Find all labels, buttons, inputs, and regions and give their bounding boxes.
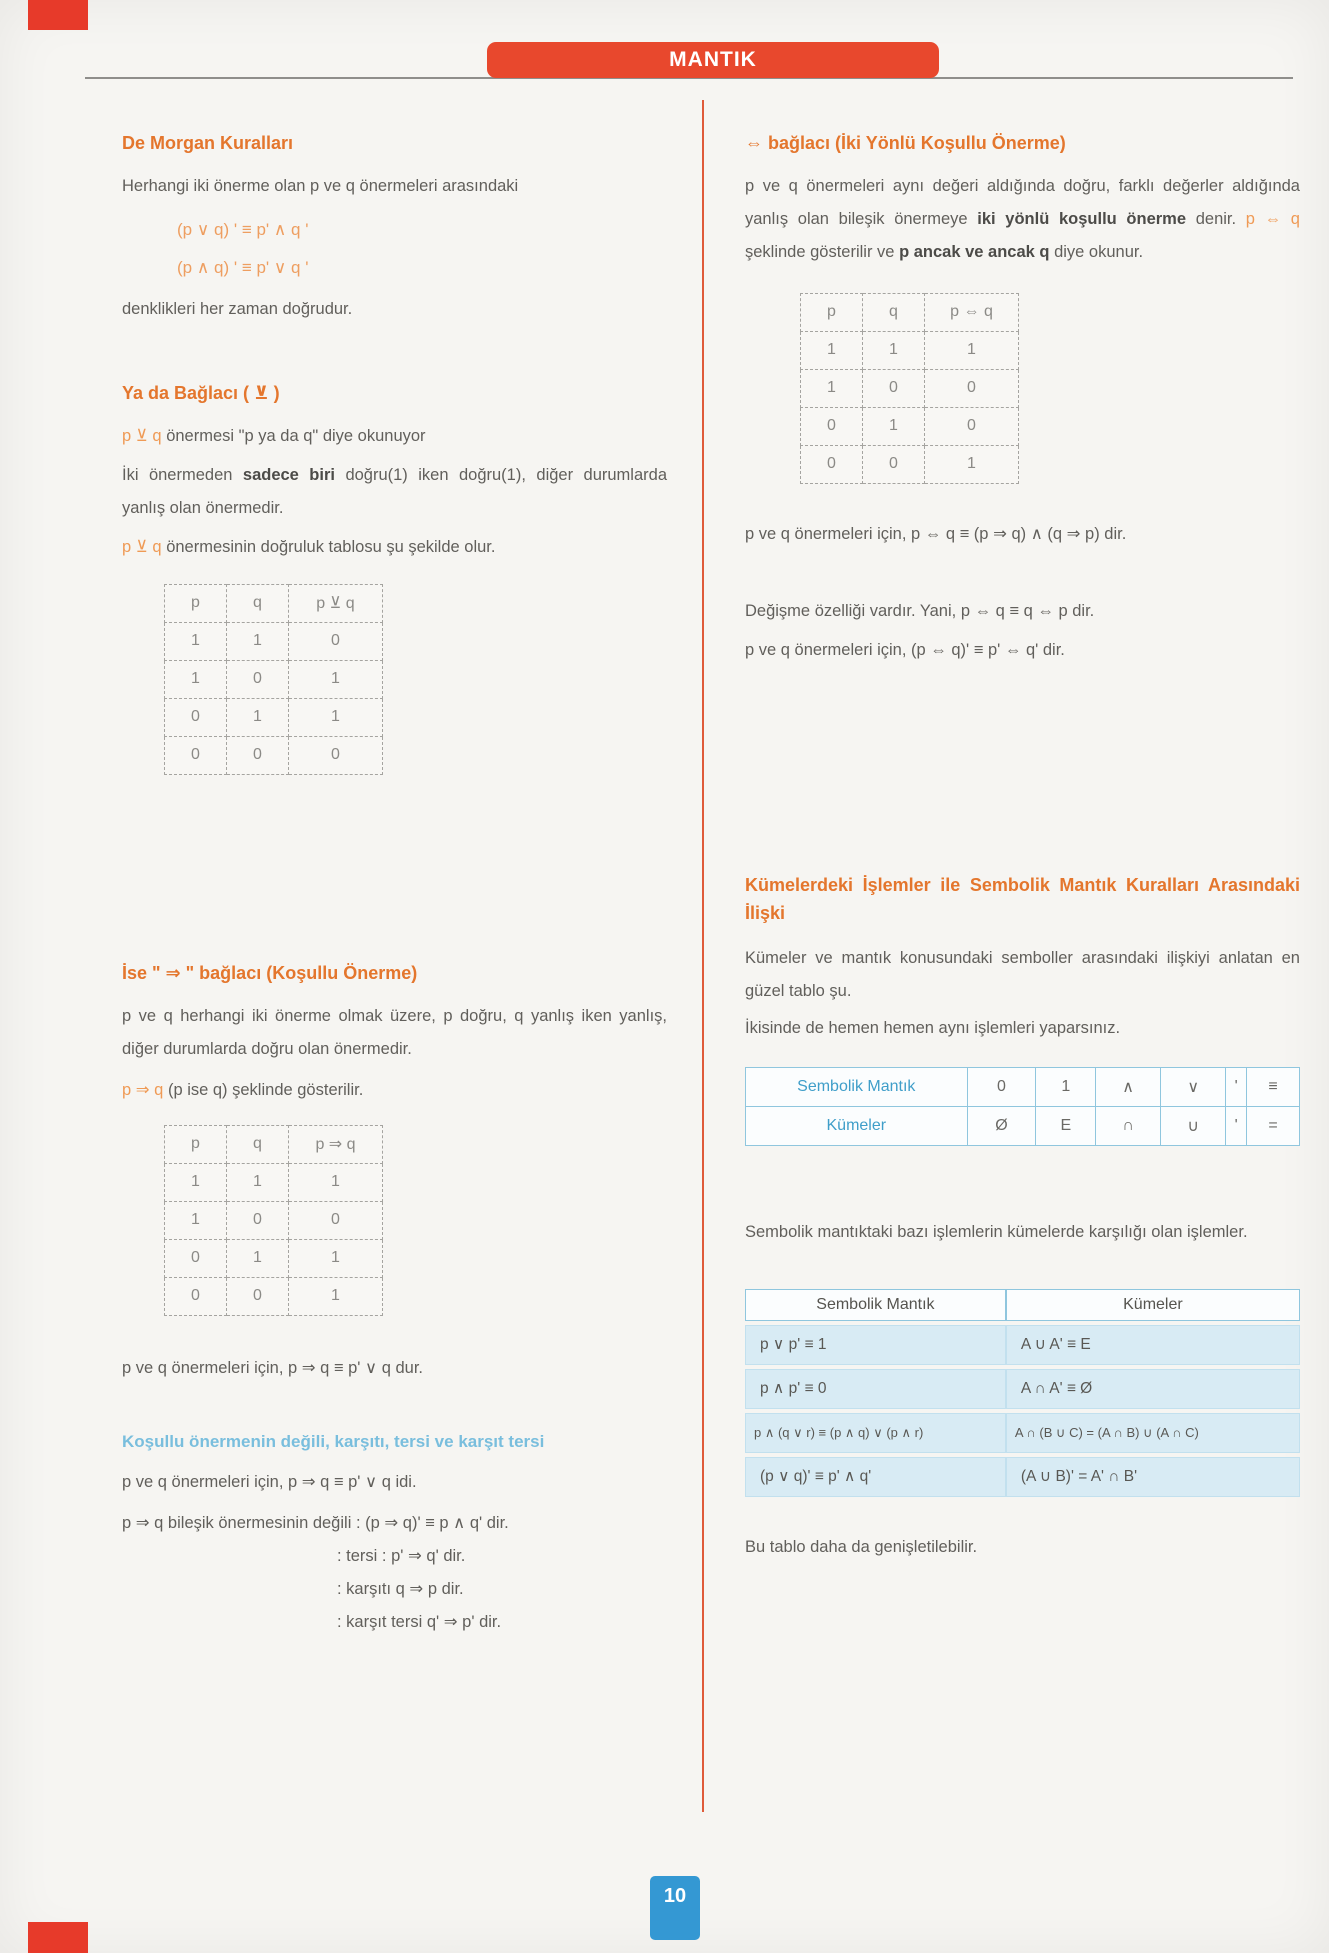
table-cell: 0 — [801, 407, 863, 445]
table-header-cell: p — [801, 293, 863, 331]
table-row — [165, 1201, 383, 1239]
kosullu-converse-line: : tersi : p' ⇒ q' dir. — [337, 1547, 466, 1566]
table-row — [745, 1369, 1300, 1409]
table-row — [801, 445, 1019, 483]
table-cell: 1 — [801, 369, 863, 407]
section-title-de-morgan: De Morgan Kuralları — [122, 133, 294, 153]
table-row — [165, 698, 383, 736]
table-cell: (p ∨ q)' ≡ p' ∧ q' — [745, 1457, 1006, 1497]
iff-truth-table — [800, 293, 1019, 484]
sets-intro-1: Kümeler ve mantık konusundaki semboller arasındaki ilişkiyi anlatan en güzel tablo şu. — [745, 948, 1300, 1000]
chapter-banner: MANTIK — [487, 42, 939, 78]
table-cell: 0 — [165, 736, 227, 774]
table-cell: 1 — [925, 445, 1019, 483]
table-row — [165, 1239, 383, 1277]
table-cell: 1 — [165, 660, 227, 698]
table-cell: A ∪ A' ≡ E — [1006, 1325, 1300, 1365]
section-title-kosullu-varyantlar: Koşullu önermenin değili, karşıtı, tersi ve karşıt tersi — [122, 1431, 545, 1451]
xor-notation: p ⊻ q — [122, 537, 162, 556]
table-cell: 1 — [165, 1163, 227, 1201]
ya-da-reading — [122, 420, 667, 453]
table-header-cell: q — [227, 584, 289, 622]
right-column — [745, 130, 1300, 1564]
table-cell: 0 — [289, 736, 383, 774]
iff-def-3: şeklinde gösterilir ve — [745, 242, 900, 261]
kosullu-inverse-line: : karşıtı q ⇒ p dir. — [337, 1580, 464, 1599]
xor-notation: p ⊻ q — [122, 426, 162, 445]
page-number-badge: 10 — [650, 1876, 700, 1940]
left-column — [122, 130, 667, 1639]
table-header-row — [801, 293, 1019, 331]
table-cell: 0 — [165, 1239, 227, 1277]
de-morgan-formula-2: (p ∧ q) ' ≡ p' ∨ q ' — [177, 257, 309, 277]
table-cell: 1 — [165, 622, 227, 660]
implies-truth-table — [164, 1125, 383, 1316]
table-cell: 1 — [289, 1277, 383, 1315]
table-cell: 0 — [925, 369, 1019, 407]
table-cell: 1 — [165, 1201, 227, 1239]
table-cell: 0 — [289, 622, 383, 660]
table-cell: 1 — [863, 407, 925, 445]
table-cell: 0 — [801, 445, 863, 483]
table-row — [746, 1067, 1300, 1106]
table-cell: 1 — [227, 1163, 289, 1201]
table-cell: 1 — [227, 1239, 289, 1277]
mapping-intro: Sembolik mantıktaki bazı işlemlerin kümelerde karşılığı olan işlemler. — [745, 1222, 1248, 1241]
table-header-cell: p — [165, 584, 227, 622]
iff-commutativity: Değişme özelliği vardır. Yani, p ⇔ q ≡ q ⇔ p dir. — [745, 601, 1095, 620]
table-header-cell: p ⇒ q — [289, 1125, 383, 1163]
symbol-correspondence-table — [745, 1067, 1300, 1146]
table-cell: 0 — [165, 1277, 227, 1315]
page-corner-mark-bottom — [28, 1922, 88, 1953]
xor-truth-table — [164, 584, 383, 775]
table-cell: E — [1036, 1106, 1096, 1145]
table-cell: ∪ — [1161, 1106, 1226, 1145]
table-cell: 0 — [863, 369, 925, 407]
table-cell: ∧ — [1096, 1067, 1161, 1106]
table-cell: 0 — [925, 407, 1019, 445]
sets-intro-2: İkisinde de hemen hemen aynı işlemleri yaparsınız. — [745, 1018, 1121, 1037]
de-morgan-formula-1: (p ∨ q) ' ≡ p' ∧ q ' — [177, 219, 309, 239]
de-morgan-intro: Herhangi iki önerme olan p ve q önermeleri arasındaki — [122, 176, 519, 195]
iff-equivalence: p ve q önermeleri için, p ⇔ q ≡ (p ⇒ q) ∧ (q ⇒ p) dir. — [745, 524, 1127, 543]
table-header-row — [165, 1125, 383, 1163]
iff-notation: p ⇔ q — [1245, 209, 1300, 228]
table-cell: 1 — [863, 331, 925, 369]
table-header-row — [165, 584, 383, 622]
table-cell: 0 — [227, 1277, 289, 1315]
table-cell: 0 — [863, 445, 925, 483]
table-header-cell: Sembolik Mantık — [745, 1289, 1006, 1321]
table-cell: p ∨ p' ≡ 1 — [745, 1325, 1006, 1365]
de-morgan-formulas — [177, 211, 667, 287]
table-row — [165, 660, 383, 698]
table-cell: ' — [1226, 1106, 1247, 1145]
table-cell: 1 — [801, 331, 863, 369]
implies-equivalence: p ve q önermeleri için, p ⇒ q ≡ p' ∨ q dur. — [122, 1358, 423, 1377]
iff-def-bold-2: p ancak ve ancak q — [899, 242, 1050, 261]
table-header-row — [745, 1289, 1300, 1321]
iff-negation: p ve q önermeleri için, (p ⇔ q)' ≡ p' ⇔ q' dir. — [745, 640, 1065, 659]
table-cell: 0 — [227, 660, 289, 698]
table-row — [165, 1277, 383, 1315]
column-divider — [702, 100, 704, 1812]
kosullu-negation-line: p ⇒ q bileşik önermesinin değili : (p ⇒ q)' ≡ p ∧ q' dir. — [122, 1514, 509, 1533]
ise-notation-text: (p ise q) şeklinde gösterilir. — [163, 1080, 364, 1099]
table-cell: 1 — [227, 622, 289, 660]
section-title-iff: ⇔ bağlacı (İki Yönlü Koşullu Önerme) — [745, 133, 1066, 153]
table-row — [745, 1457, 1300, 1497]
table-header-cell: q — [863, 293, 925, 331]
table-header-cell: p — [165, 1125, 227, 1163]
table-header-cell: q — [227, 1125, 289, 1163]
table-cell: 1 — [289, 1239, 383, 1277]
table-cell: 0 — [165, 698, 227, 736]
ya-da-table-intro-text: önermesinin doğruluk tablosu şu şekilde olur. — [161, 537, 496, 556]
implies-notation: p ⇒ q — [122, 1080, 164, 1099]
mapping-outro: Bu tablo daha da genişletilebilir. — [745, 1537, 978, 1556]
table-row — [745, 1325, 1300, 1365]
ya-da-definition — [122, 459, 667, 525]
table-row — [165, 622, 383, 660]
iff-definition — [745, 170, 1300, 269]
table-row — [745, 1413, 1300, 1453]
iff-def-bold-1: iki yönlü koşullu önerme — [977, 209, 1187, 228]
symbol-row-label: Sembolik Mantık — [746, 1067, 968, 1106]
table-row — [165, 1163, 383, 1201]
table-cell: ≡ — [1247, 1067, 1300, 1106]
ise-definition: p ve q herhangi iki önerme olmak üzere, p doğru, q yanlış iken yanlış, diğer durumlarda doğru olan önermedir. — [122, 1006, 667, 1058]
table-header-cell: Kümeler — [1006, 1289, 1300, 1321]
ya-da-def-bold: sadece biri — [242, 465, 335, 484]
table-header-cell: p ⊻ q — [289, 584, 383, 622]
table-cell: p ∧ p' ≡ 0 — [745, 1369, 1006, 1409]
ya-da-def-pre: İki önermeden — [122, 465, 243, 484]
table-cell: = — [1247, 1106, 1300, 1145]
table-cell: ∩ — [1096, 1106, 1161, 1145]
ise-notation — [122, 1074, 667, 1107]
kosullu-line-1: p ve q önermeleri için, p ⇒ q ≡ p' ∨ q idi. — [122, 1473, 417, 1492]
table-cell: 1 — [1036, 1067, 1096, 1106]
iff-def-2: denir. — [1186, 209, 1246, 228]
logic-sets-mapping-table — [745, 1285, 1300, 1501]
ya-da-reading-text: önermesi "p ya da q" diye okunuyor — [161, 426, 426, 445]
table-row — [801, 331, 1019, 369]
table-cell: ∨ — [1161, 1067, 1226, 1106]
table-cell: ' — [1226, 1067, 1247, 1106]
symbol-row-label: Kümeler — [746, 1106, 968, 1145]
kosullu-contrapositive-line: : karşıt tersi q' ⇒ p' dir. — [337, 1613, 502, 1632]
table-cell: (A ∪ B)' = A' ∩ B' — [1006, 1457, 1300, 1497]
table-row — [746, 1106, 1300, 1145]
table-cell: 1 — [289, 1163, 383, 1201]
table-cell: A ∩ A' ≡ Ø — [1006, 1369, 1300, 1409]
table-cell: p ∧ (q ∨ r) ≡ (p ∧ q) ∨ (p ∧ r) — [745, 1413, 1006, 1453]
table-cell: 0 — [967, 1067, 1036, 1106]
ya-da-table-intro — [122, 531, 667, 564]
table-row — [801, 369, 1019, 407]
section-title-sets-logic: Kümelerdeki İşlemler ile Sembolik Mantık Kuralları Arasındaki İlişki — [745, 874, 1300, 923]
table-cell: Ø — [967, 1106, 1036, 1145]
table-cell: A ∩ (B ∪ C) = (A ∩ B) ∪ (A ∩ C) — [1006, 1413, 1300, 1453]
table-cell: 1 — [227, 698, 289, 736]
iff-def-1: p ve q önermeleri aynı değeri aldığında doğru, farklı değerler aldığında yanlış olan bileşik önermeye — [745, 176, 1300, 228]
table-row — [801, 407, 1019, 445]
de-morgan-outro: denklikleri her zaman doğrudur. — [122, 299, 353, 318]
section-title-ise: İse " ⇒ " bağlacı (Koşullu Önerme) — [122, 962, 418, 983]
ya-da-def-post: doğru(1) iken doğru(1), diğer durumlarda yanlış olan önermedir. — [122, 465, 667, 517]
page-corner-mark-top — [28, 0, 88, 30]
table-cell: 1 — [289, 698, 383, 736]
section-title-ya-da: Ya da Bağlacı ( ⊻ ) — [122, 382, 280, 403]
table-cell: 1 — [925, 331, 1019, 369]
table-cell: 1 — [289, 660, 383, 698]
table-cell: 0 — [227, 1201, 289, 1239]
table-header-cell: p ⇔ q — [925, 293, 1019, 331]
table-row — [165, 736, 383, 774]
iff-def-4: diye okunur. — [1049, 242, 1144, 261]
table-cell: 0 — [227, 736, 289, 774]
table-cell: 0 — [289, 1201, 383, 1239]
